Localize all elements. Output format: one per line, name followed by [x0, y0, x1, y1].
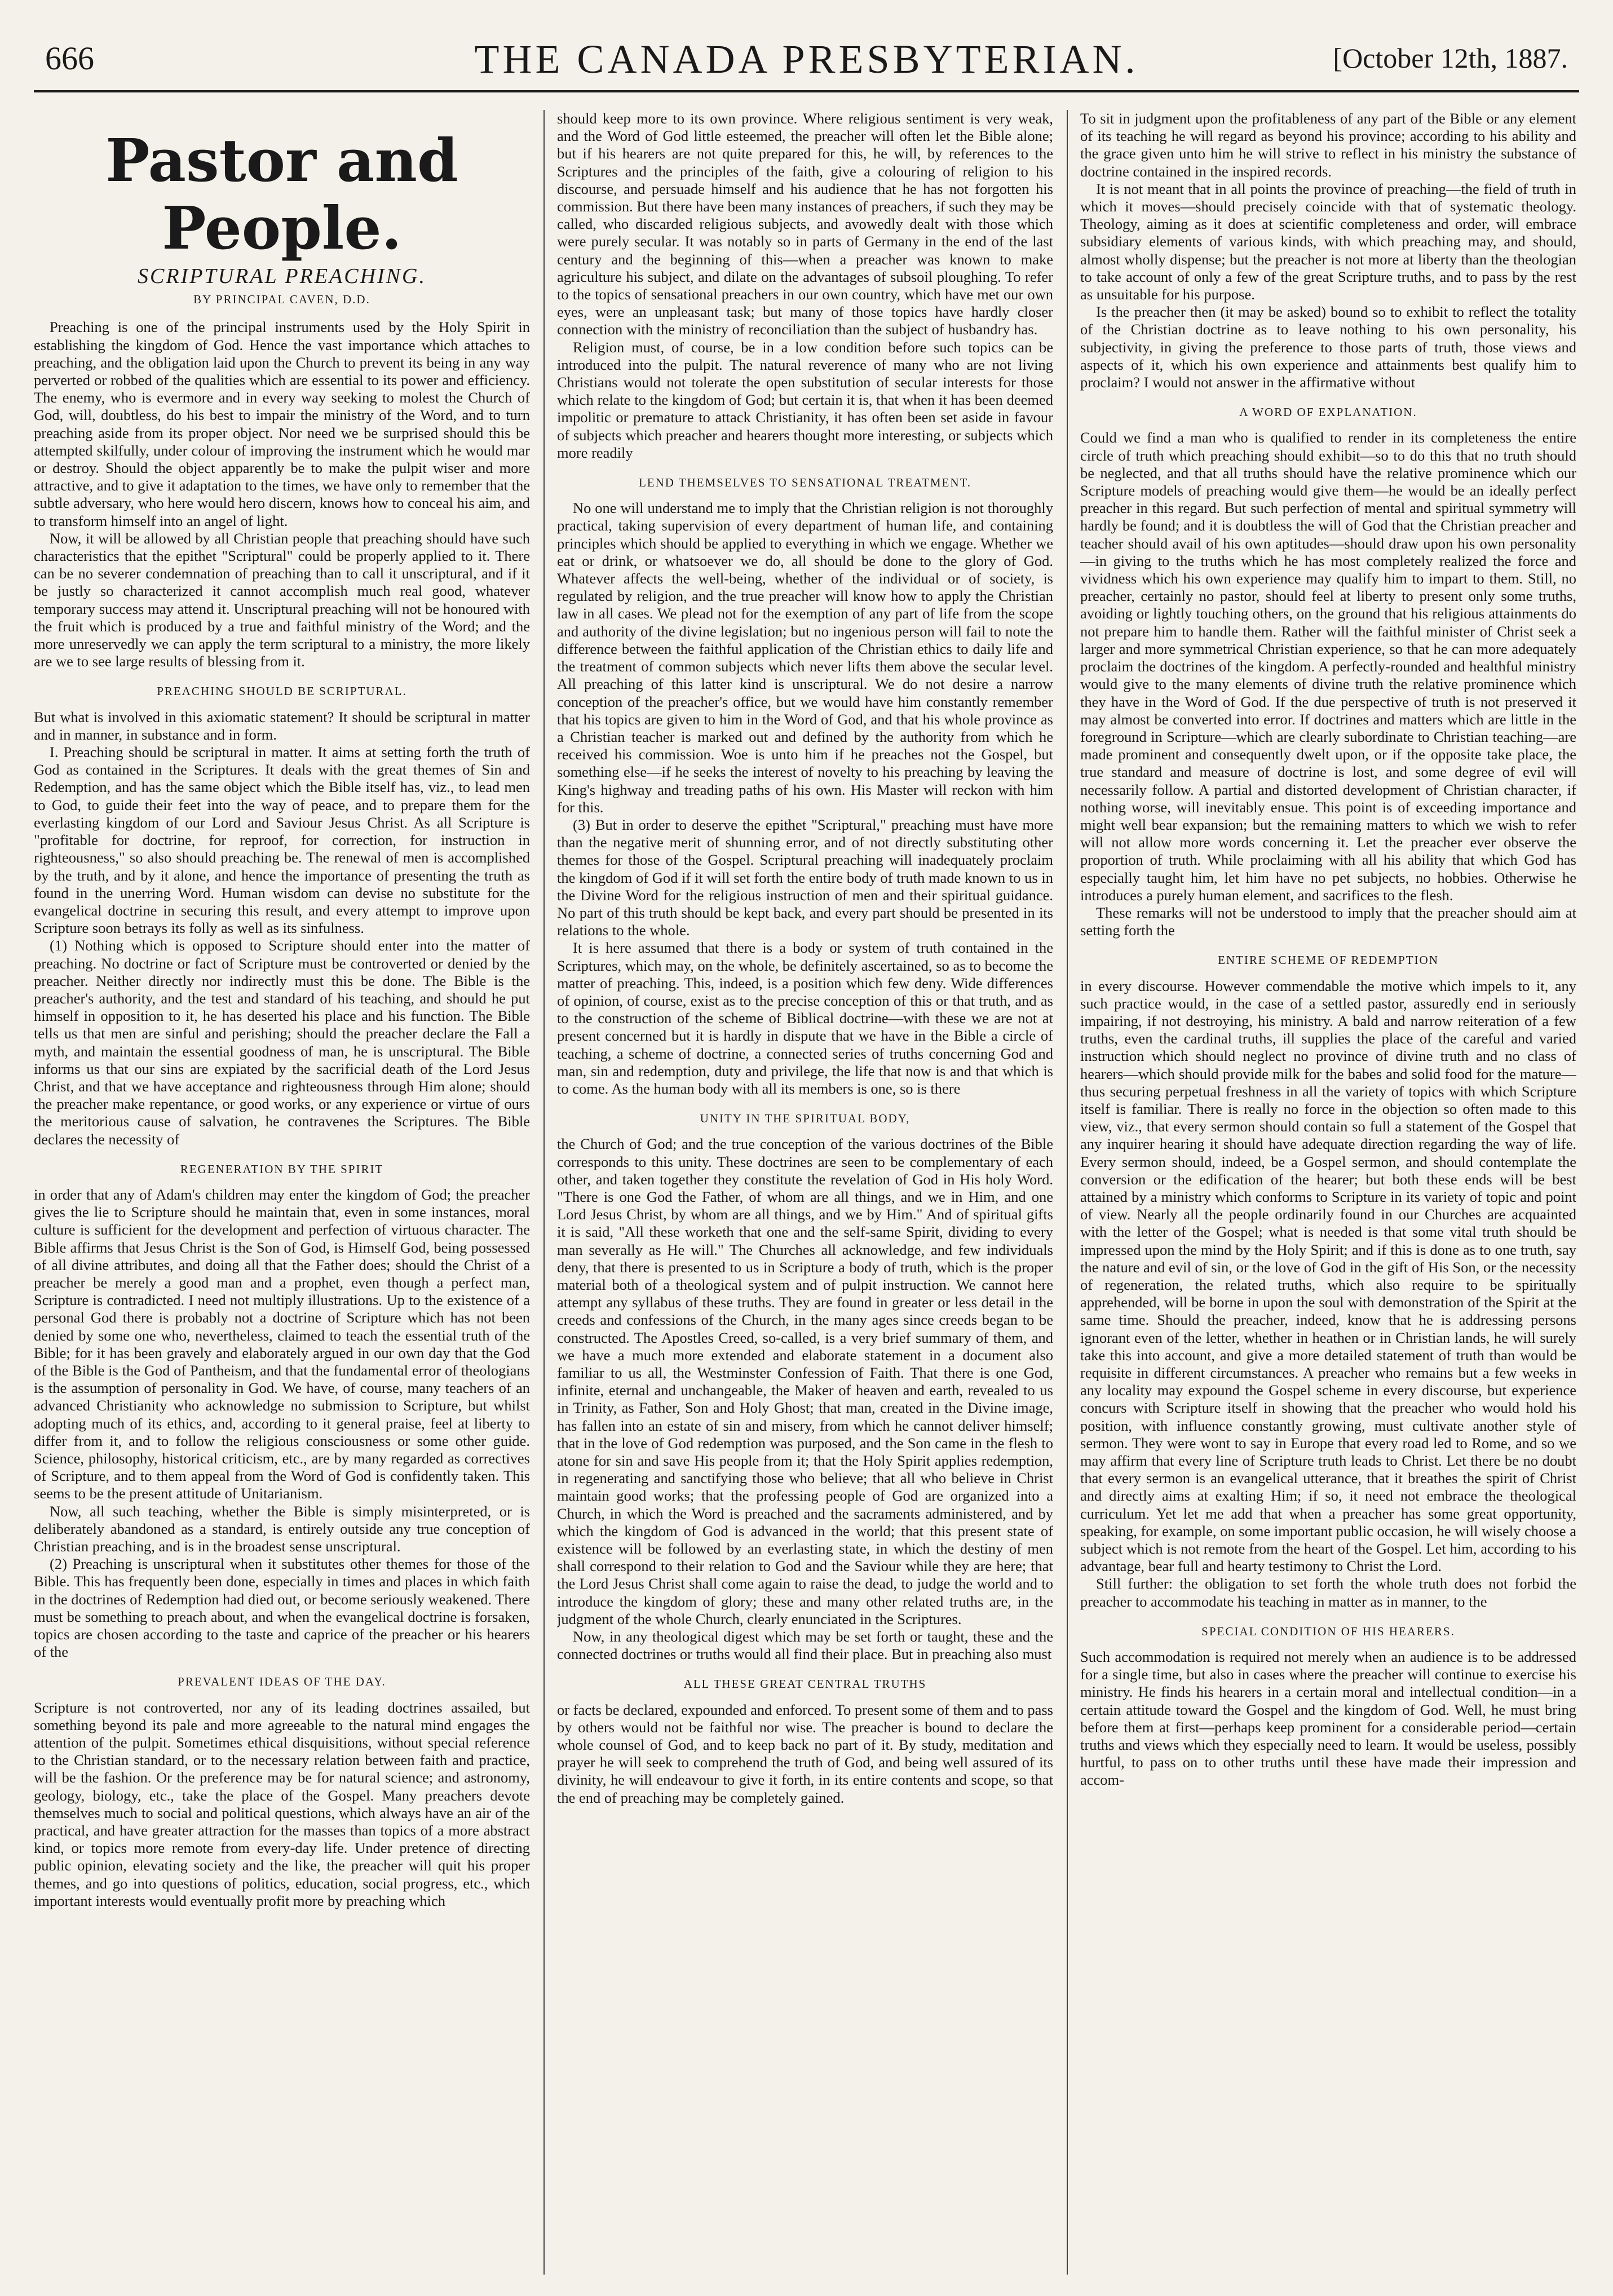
paragraph: But what is involved in this axiomatic statement? It should be scriptural in matter and in manner, in substance and in form. [34, 708, 530, 743]
column-3 [1080, 110, 1576, 2275]
paragraph: Still further: the obligation to set forth the whole truth does not forbid the preacher to accommodate his teaching in matter as in manner, to the [1080, 1575, 1576, 1610]
paragraph: (1) Nothing which is opposed to Scripture should enter into the matter of preaching. No doctrine or fact of Scripture must be controverted or denied by the preacher. Neither directly nor indirectly must this be done. The Bible is the preacher's authority, and the test and standard of his teaching, and should he put himself in opposition to it, he has deserted his place and his function. The Bible tells us that men are sinful and perishing; should the preacher declare the Fall a myth, and maintain the essential goodness of man, he is unscriptural. The Bible informs us that our sins are expiated by the sacrificial death of the Lord Jesus Christ, and that we have acceptance and righteousness through Him alone; should the preacher make repentance, or good works, or any experience or virtue of ours the meritorious cause of salvation, he contravenes the Scriptures. The Bible declares the necessity of [34, 937, 530, 1148]
paragraph: It is here assumed that there is a body or system of truth contained in the Scriptures, which may, on the whole, be definitely ascertained, so as to become the matter of preaching. This, indeed, is a position which few deny. Wide differences of opinion, of course, exist as to the precise conception of this or that truth, and as to the construction of the scheme of Biblical doctrine—with these we are not at present concerned but it is hardly in dispute that we have in the Bible a circle of teaching, a scheme of doctrine, a connected series of truths concerning God and man, sin and redemption, duty and privilege, the life that now is and that which is to come. As the human body with all its members is one, so is there [557, 939, 1053, 1097]
paragraph: These remarks will not be understood to imply that the preacher should aim at setting forth the [1080, 904, 1576, 939]
subheading: A WORD OF EXPLANATION. [1239, 405, 1417, 419]
paragraph: Could we find a man who is qualified to render in its completeness the entire circle of truth which preaching should exhibit—so to do this that no truth should be neglected, and that all truths should have the relative prominence which our Scripture models of preaching would give them—he would be an ideally perfect preacher in this regard. But such perfection of mental and spiritual symmetry will hardly be found; and it is doubtless the will of God that the Christian preacher and teacher should avail of his own aptitudes—should draw upon his own personality—in giving to the truths which he has most completely realized the force and vividness which his own experience may qualify him to impart to them. Still, no preacher, certainly no pastor, should feel at liberty to present only some truths, avoiding or lightly touching others, on the ground that his religious attainments do not prepare him to handle them. Rather will the faithful minister of Christ seek a larger and more symmetrical Christian experience, so that he can more adequately proclaim the doctrines of the kingdom. A perfectly-rounded and healthful ministry would give to the many elements of divine truth the relative prominence which they have in the Word of God. If the due perspective of truth is not preserved it may almost be converted into error. If doctrines and matters which are little in the foreground in Scripture—which are clearly subordinate to Christian teaching—are made prominent and consequently dwelt upon, or if the opposite take place, the true standard and measure of doctrine is lost, and some degree of evil will necessarily follow. A partial and distorted development of Christian character, if nothing worse, will inevitably ensue. This point is of exceeding importance and might well bear expansion; but the remaining matters to which we wish to refer will not allow more words concerning it. Let the preacher ever observe the proportion of truth. While proclaiming with all his ability that which God has especially taught him, let him have no pet subjects, no hobbies. Otherwise he introduces a purely human element, and sacrifices to the flesh. [1080, 429, 1576, 904]
byline: BY PRINCIPAL CAVEN, D.D. [193, 293, 370, 307]
subheading: ENTIRE SCHEME OF REDEMPTION [1218, 953, 1439, 967]
subheading: ALL THESE GREAT CENTRAL TRUTHS [683, 1677, 927, 1691]
paragraph: Now, all such teaching, whether the Bible is simply misinterpreted, or is deliberately abandoned as a standard, is entirely outside any true conception of Christian preaching, and is in the broadest sense unscriptural. [34, 1502, 530, 1555]
paragraph: Scripture is not controverted, nor any of its leading doctrines assailed, but something beyond its pale and more agreeable to the natural mind engages the attention of the pulpit. Sometimes ethical disquisitions, without special reference to the Christian standard, or to the necessary relation between faith and practice, will be the fashion. Or the preference may be for natural science; and astronomy, geology, biology, etc., take the place of the Gospel. Many preachers devote themselves much to social and political questions, which always have an air of the practical, and have greater attraction for the masses than topics of a more abstract kind, or topics more remote from every-day life. Under pretence of directing public opinion, elevating society and the like, the preacher will quit his proper themes, and go into questions of politics, education, social progress, etc., which important interests would eventually profit more by preaching which [34, 1698, 530, 1909]
subheading: REGENERATION BY THE SPIRIT [180, 1162, 384, 1176]
column-1 [34, 110, 530, 2275]
column-divider [1067, 110, 1068, 2275]
paragraph: should keep more to its own province. Where religious sentiment is very weak, and the Word of God little esteemed, the preacher will often let the Bible alone; but if his hearers are not quite prepared for this, he will, by references to the Scriptures and the principles of the faith, give a colouring of religion to his discourse, and persuade himself and his audience that he has not forgotten his commission. But there have been many instances of preachers, if such they may be called, who discarded religious subjects, and avowedly dealt with those which were purely secular. It was notably so in parts of Germany in the end of the last century and the beginning of this—when a preacher was known to make agriculture his subject, and dilate on the advantages of subsoil ploughing. To refer to the topics of sensational preachers in our own country, which have met our own eyes, were an unpleasant task; but many of those topics have hardly closer connection with the ministry of reconciliation than the subject of husbandry has. [557, 110, 1053, 338]
paragraph: in order that any of Adam's children may enter the kingdom of God; the preacher gives the lie to Scripture should he maintain that, even in some instances, moral culture is sufficient for the development and perfection of virtuous character. The Bible affirms that Jesus Christ is the Son of God, is Himself God, being possessed of all divine attributes, and doing all that the Father does; should the Christ of a preacher be merely a good man and a prophet, even though a perfect man, Scripture is contradicted. I need not multiply illustrations. Up to the existence of a personal God there is probably not a doctrine of Scripture which has not been denied by some one who, nevertheless, claimed to teach the essential truth of the Bible; for it has been gravely and elaborately argued in our own day that the God of the Bible is the God of Pantheism, and that the fundamental error of theologians is the assumption of personality in God. We have, of course, many teachers of an advanced Christianity who acknowledge no submission to Scripture, but whilst adopting much of its ethics, and, according to it general praise, feel at liberty to differ from it, and to follow the religious consciousness or some other guide. Science, philosophy, historical criticism, etc., are by many regarded as correctives of Scripture, and to them appeal from the Word of God is confidently taken. This seems to be the present attitude of Unitarianism. [34, 1185, 530, 1502]
publication-title: THE CANADA PRESBYTERIAN. [474, 37, 1139, 82]
subheading: PREVALENT IDEAS OF THE DAY. [178, 1675, 386, 1689]
page-number: 666 [45, 40, 94, 77]
masthead [34, 23, 1579, 92]
paragraph: Now, it will be allowed by all Christian people that preaching should have such characteristics that the epithet "Scriptural" could be properly applied to it. There can be no severer condemnation of preaching than to call it unscriptural, and if it be justly so characterized it cannot accomplish much real good, whatever temporary success may attend it. Unscriptural preaching will not be honoured with the fruit which is produced by a true and faithful ministry of the Word; and the more unreservedly we can apply the term scriptural to a ministry, the more likely are we to see large results of blessing from it. [34, 529, 530, 670]
paragraph: Religion must, of course, be in a low condition before such topics can be introduced into the pulpit. The natural reverence of many who are not living Christians would not tolerate the open substitution of secular interests for those which relate to the kingdom of God; but certain it is, that when it has been deemed impolitic or premature to attack Christianity, it has often been set aside in favour of subjects which preacher and hearers thought more interesting, or subjects which more readily [557, 338, 1053, 461]
paragraph: To sit in judgment upon the profitableness of any part of the Bible or any element of its teaching he will regard as beyond his province; according to his ability and the grace given unto him he will strive to reflect in his ministry the substance of doctrine contained in the inspired records. [1080, 110, 1576, 180]
paragraph: or facts be declared, expounded and enforced. To present some of them and to pass by others would not be faithful nor wise. The preacher is bound to declare the whole counsel of God, and to keep back no part of it. By study, meditation and prayer he will seek to comprehend the truth of God, and being well assured of its divinity, he will endeavour to give it forth, in its entire contents and scope, so that the end of preaching may be completely gained. [557, 1701, 1053, 1806]
issue-date: [October 12th, 1887. [1333, 42, 1568, 74]
paragraph: in every discourse. However commendable the motive which impels to it, any such practice would, in the case of a settled pastor, assuredly end in seriously impairing, if not destroying, his ministry. A bald and narrow reiteration of a few truths, even the cardinal truths, ill supplies the place of the careful and varied instruction which should neglect no province of divine truth and no class of hearers—which should provide milk for the babes and solid food for the mature—thus securing perpetual freshness in all the variety of topics with which Scripture itself is familiar. There is really no force in the objection so often made to this view, viz., that every sermon should contain so full a statement of the Gospel that any inquirer hearing it should have adequate direction regarding the way of life. Every sermon should, indeed, be a Gospel sermon, and should contemplate the conversion or the edification of the hearer; but both these ends will be best attained by a ministry which conforms to Scripture in its variety of topic and point of view. Nearly all the people ordinarily found in our Churches are acquainted with the letter of the Gospel; what is needed is that some vital truth should be impressed upon the mind by the Holy Spirit; and if this is done as to one truth, say the nature and evil of sin, or the love of God in the gift of His Son, or the necessity of regeneration, the related truths, which also require to be spiritually apprehended, will be borne in upon the soul with demonstration of the Spirit at the same time. Should the preacher, indeed, know that he is addressing persons ignorant even of the letter, whether in heathen or in Christian lands, he will surely take this into account, and give a more detailed statement of truth than would be requisite in different circumstances. A preacher who remains but a few weeks in any locality may expound the Gospel scheme in every discourse, but experience concurs with Scripture itself in showing that the preacher who would hold his position, with influence constantly growing, must cultivate another style of sermon. They were wont to say in Europe that every road led to Rome, and so we may affirm that every line of Scripture truth leads to Christ. Let there be no doubt that every sermon is an evangelical utterance, that it breathes the spirit of Christ and directly aims at exalting Him; if so, it need not embrace the theological curriculum. Yet let me add that when a preacher has some great opportunity, speaking, for example, on some important public occasion, he will wisely choose a subject which is not remote from the heart of the Gospel. Let him, according to his advantage, bear full and hearty testimony to Christ the Lord. [1080, 977, 1576, 1575]
section-title: Pastor and People. [105, 126, 458, 263]
paragraph: No one will understand me to imply that the Christian religion is not thoroughly practical, taking supervision of every department of human life, and containing principles which should be applied to everything in which we engage. Whether we eat or drink, or whatsoever we do, all should be done to the glory of God. Whatever affects the well-being, whether of the individual or of society, is regulated by religion, and the true preacher will know how to apply the Christian law in all cases. We plead not for the exemption of any part of life from the scope and authority of the divine legislation; but no ingenious person will fail to note the difference between the faithful application of the Christian ethics to daily life and the treatment of common subjects which never lifts them above the secular level. All preaching of this latter kind is unscriptural. We do not desire a narrow conception of the preacher's office, but we would have him constantly remember that his topics are given to him in the Word of God, and that his whole province as a Christian teacher is marked out and defined by the authority from which he received his commission. Woe is unto him if he preaches not the Gospel, but something else—if he seeks the interest of novelty to his preaching by leaving the King's highway and treading paths of his own. His Master will reckon with him for this. [557, 499, 1053, 816]
paragraph: Such accommodation is required not merely when an audience is to be addressed for a single time, but also in cases where the preacher will continue to exercise his ministry. He finds his hearers in a certain moral and intellectual condition—in a certain attitude toward the Gospel and the kingdom of God. Well, he must bring before them at first—perhaps keep prominent for a considerable period—certain truths and views which they especially need to learn. It would be useless, possibly hurtful, to pass on to other truths until these have made their impression and accom- [1080, 1648, 1576, 1789]
subheading: UNITY IN THE SPIRITUAL BODY, [700, 1112, 911, 1126]
column-2 [557, 110, 1053, 2275]
paragraph: It is not meant that in all points the province of preaching—the field of truth in which it moves—should precisely coincide with that of systematic theology. Theology, aiming as it does at scientific completeness and order, will embrace subsidiary elements of various kinds, with which preaching may, and should, almost wholly dispense; but the preacher is not more at liberty than the theologian to take account of only a few of the great Scripture truths, and to pass by the rest as unsuitable for his purpose. [1080, 180, 1576, 303]
article-title: SCRIPTURAL PREACHING. [138, 264, 426, 288]
subheading: SPECIAL CONDITION OF HIS HEARERS. [1201, 1624, 1455, 1638]
paragraph: Now, in any theological digest which may be set forth or taught, these and the connected doctrines or truths would all find their place. But in preaching also must [557, 1628, 1053, 1663]
paragraph: the Church of God; and the true conception of the various doctrines of the Bible corresponds to this unity. These doctrines are seen to be complementary of each other, and taken together they constitute the revelation of God in His holy Word. "There is one God the Father, of whom are all things, and we in Him, and one Lord Jesus Christ, by whom are all things, and we by Him." And of spiritual gifts it is said, "All these worketh that one and the self-same Spirit, dividing to every man severally as He will." The Churches all acknowledge, and few individuals deny, that there is presented to us in Scripture a body of truth, which is the proper material both of a theological system and of pulpit instruction. We cannot here attempt any syllabus of these truths. They are found in greater or less detail in the creeds and confessions of the Church, in the many ages since creeds began to be constructed. The Apostles Creed, so-called, is a very brief summary of them, and we have a much more extended and elaborate statement in a document also familiar to us all, the Westminster Confession of Faith. That there is one God, infinite, eternal and unchangeable, the Maker of heaven and earth, revealed to us in Trinity, as Father, Son and Holy Ghost; that man, created in the Divine image, has fallen into an estate of sin and misery, from which he cannot deliver himself; that in the love of God redemption was purposed, and the Son came in the flesh to atone for sin and save His people from it; that the Holy Spirit applies redemption, in regenerating and sanctifying those who believe; that all who believe in Christ maintain good works; that the professing people of God are organized into a Church, in which the Word is preached and the sacraments administered, and by which the kingdom of God is advanced in the world; that this present state of existence will be followed by an everlasting state, in which the destiny of men shall correspond to their relation to God and the Saviour while they are here; that the Lord Jesus Christ shall come again to raise the dead, to judge the world and to introduce the kingdom of glory; these and many other related truths are, in the judgment of the whole Church, clearly enunciated in the Scriptures. [557, 1135, 1053, 1627]
paragraph: (2) Preaching is unscriptural when it substitutes other themes for those of the Bible. This has frequently been done, especially in times and places in which faith in the doctrines of Redemption had died out, or become seriously weakened. There must be something to preach about, and when the evangelical doctrine is forsaken, topics are chosen according to the taste and caprice of the preacher or his hearers of the [34, 1555, 530, 1661]
subheading: PREACHING SHOULD BE SCRIPTURAL. [157, 684, 407, 698]
paragraph: I. Preaching should be scriptural in matter. It aims at setting forth the truth of God as contained in the Scriptures. It deals with the great themes of Sin and Redemption, and has the same object which the Bible itself has, viz., to lead men to God, to guide their feet into the way of peace, and to prepare them for the everlasting kingdom of our Lord and Saviour Jesus Christ. As all Scripture is "profitable for doctrine, for reproof, for correction, for instruction in righteousness," so also should preaching be. The renewal of men is accomplished by the truth, and by it alone, and hence the importance of presenting the truth as found in the unerring Word. Human wisdom can devise no substitute for the evangelical doctrine in securing this result, and every attempt to improve upon Scripture soon betrays its folly as well as its sinfulness. [34, 744, 530, 937]
paragraph: Preaching is one of the principal instruments used by the Holy Spirit in establishing the kingdom of God. Hence the vast importance which attaches to preaching, and the obligation laid upon the Church to prevent its being in any way perverted or robbed of the qualities which are essential to its power and efficiency. The enemy, who is evermore and in every way seeking to molest the Church of God, will, doubtless, do his best to impair the ministry of the Word, and to turn preaching aside from its proper object. Nor need we be surprised should this be attempted skilfully, under colour of improving the instrument which he would mar or destroy. Should the object apparently be to make the pulpit wiser and more attractive, and to give it adaptation to the times, we have only to remember that the subtle adversary, who here would hero discern, knows how to conceal his aim, and to transform himself into an angel of light. [34, 318, 530, 529]
paragraph: Is the preacher then (it may be asked) bound so to exhibit to reflect the totality of the Christian doctrine as to leave nothing to his own personality, his subjectivity, in giving the preference to those parts of truth, those views and aspects of it, which his own experience and attainments best qualify him to proclaim? I would not answer in the affirmative without [1080, 303, 1576, 391]
paragraph: (3) But in order to deserve the epithet "Scriptural," preaching must have more than the negative merit of shunning error, and of not directly substituting other themes for those of the Gospel. Scriptural preaching will inadequately proclaim the kingdom of God if it will set forth the entire body of truth made known to us in the Divine Word for the religious instruction of men and their spiritual guidance. No part of this truth should be kept back, and every part should be presented in its relations to the whole. [557, 816, 1053, 939]
column-divider [543, 110, 545, 2275]
subheading: LEND THEMSELVES TO SENSATIONAL TREATMENT. [638, 476, 972, 490]
